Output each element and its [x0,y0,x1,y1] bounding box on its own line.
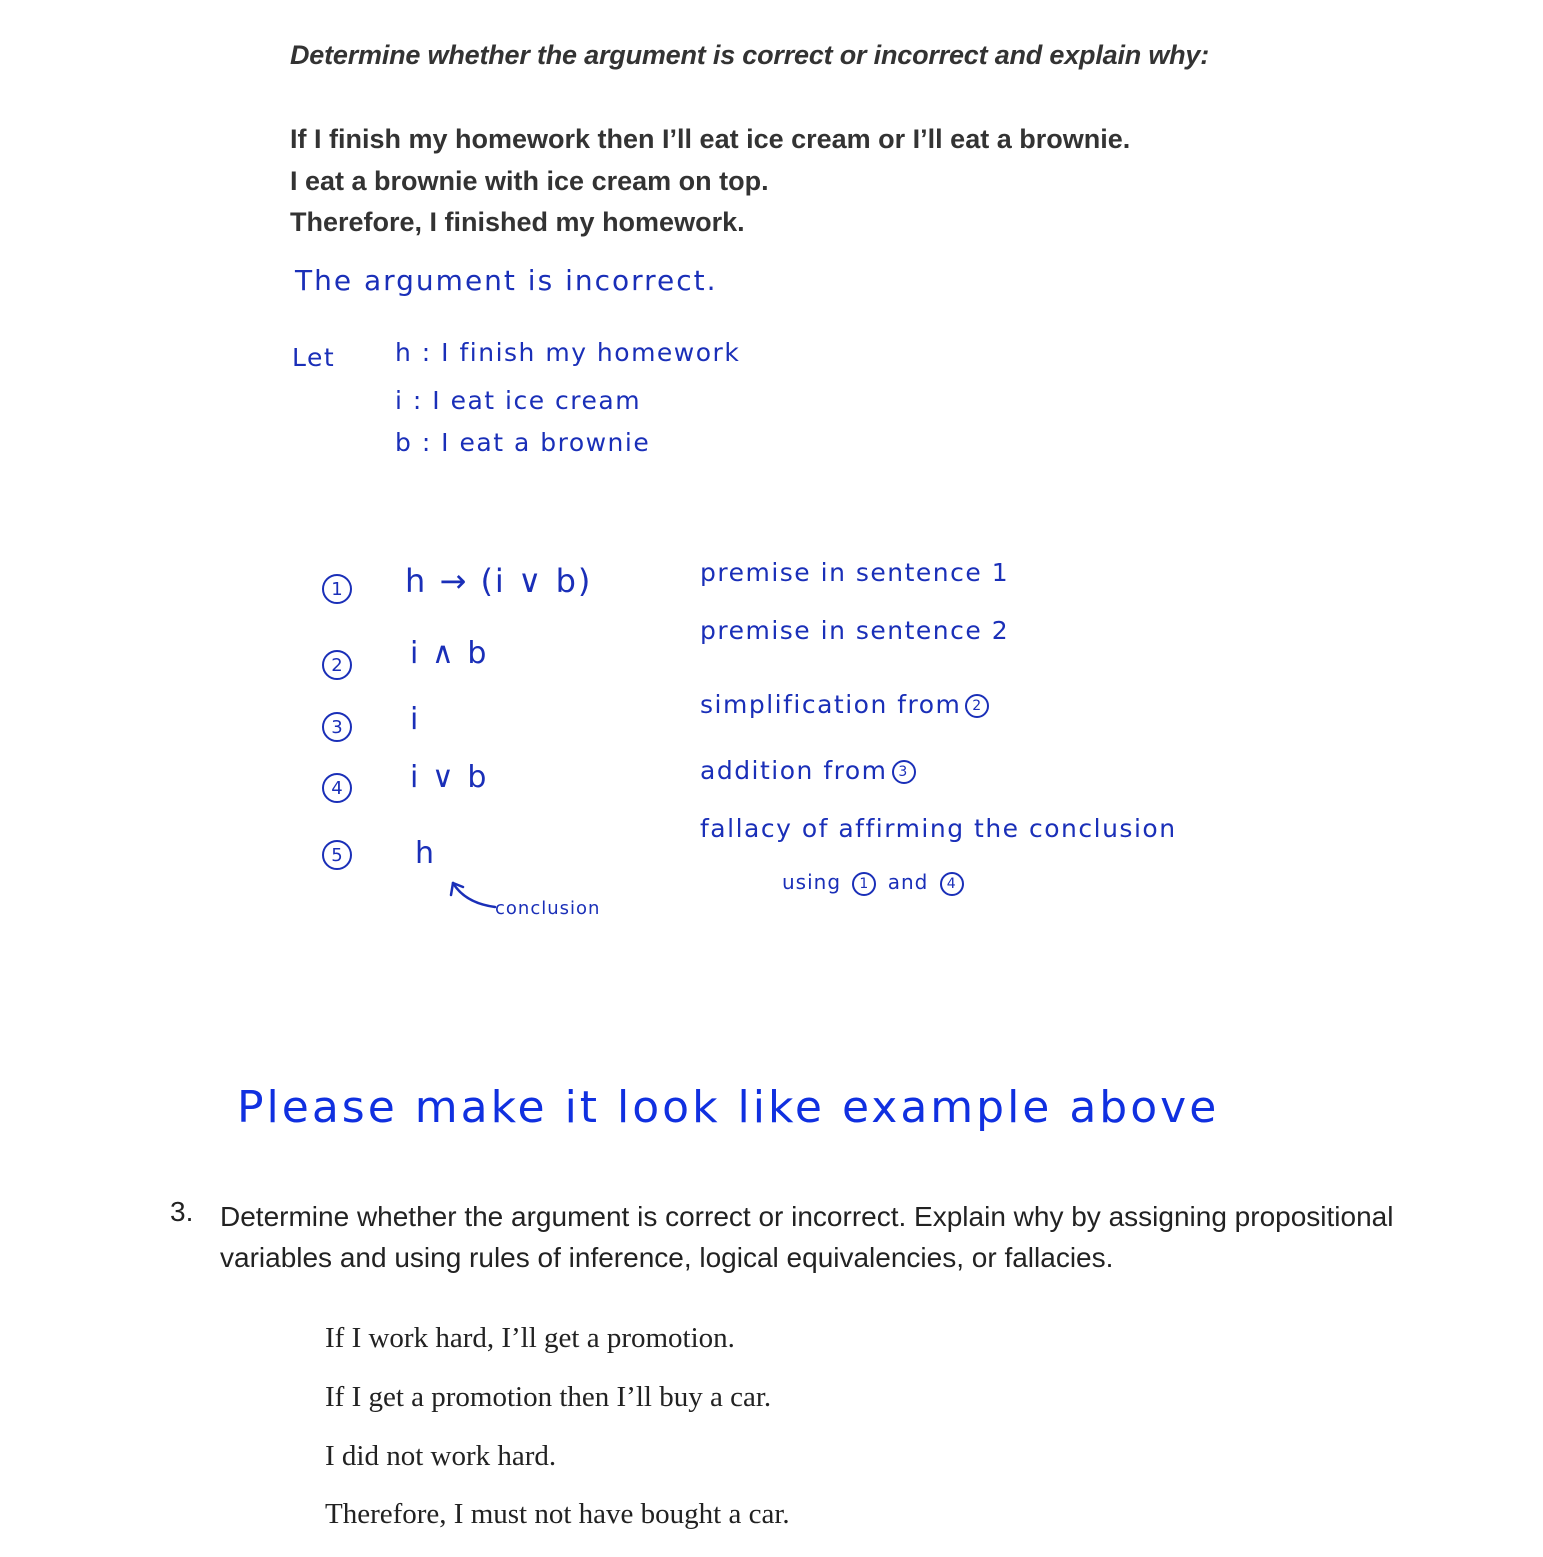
example-premise-3: Therefore, I finished my homework. [290,207,745,237]
step-expr-3: i [410,702,421,737]
example-premise-2: I eat a brownie with ice cream on top. [290,166,769,196]
step-number-4: 4 [322,773,352,803]
step-ref-3: 2 [965,694,989,718]
step-reason-5: fallacy of affirming the conclusion [700,814,1177,843]
step-ref-4: 3 [892,760,916,784]
step-reason-5-using-row [782,870,968,896]
step-number-3: 3 [322,712,352,742]
step-expr-1: h → (i ∨ b) [405,562,593,600]
step-number-5: 5 [322,840,352,870]
using-ref-1: 1 [852,872,876,896]
step-expr-2: i ∧ b [410,636,489,671]
argument-line-1: If I work hard, I’ll get a promotion. [325,1322,735,1354]
step-reason-4: addition from [700,756,888,785]
handwritten-variable-b: b : I eat a brownie [395,428,651,457]
using-ref-4: 4 [940,872,964,896]
handwritten-variable-h: h : I finish my homework [395,338,741,367]
step-expr-5: h [415,836,437,871]
and-label: and [887,870,929,894]
step-reason-1: premise in sentence 1 [700,558,1010,587]
argument-line-2: If I get a promotion then I’ll buy a car. [325,1381,772,1413]
step-reason-4-row [700,756,920,785]
example-premise-1: If I finish my homework then I’ll eat ice cream or I’ll eat a brownie. [290,124,1131,154]
argument-line-3: I did not work hard. [325,1440,557,1472]
question-text: Determine whether the argument is correct or incorrect. Explain why by assigning propositional variables and using rules of inference, logical equivalencies, or fallacies. [220,1201,1394,1273]
step-number-2: 2 [322,650,352,680]
handwritten-verdict: The argument is incorrect. [295,264,718,297]
conclusion-note: conclusion [495,898,601,919]
step-reason-3-row [700,690,993,719]
handwritten-let-label: Let [292,343,336,372]
example-heading: Determine whether the argument is correct or incorrect and explain why: [290,40,1210,70]
question-number: 3. [170,1196,194,1227]
handwritten-request: Please make it look like example above [237,1082,1220,1133]
using-label: using [782,870,842,894]
step-expr-4: i ∨ b [410,760,489,795]
step-reason-3: simplification from [700,690,962,719]
argument-line-4: Therefore, I must not have bought a car. [325,1498,790,1530]
step-number-1: 1 [322,574,352,604]
step-reason-2: premise in sentence 2 [700,616,1010,645]
handwritten-variable-i: i : I eat ice cream [395,386,642,415]
